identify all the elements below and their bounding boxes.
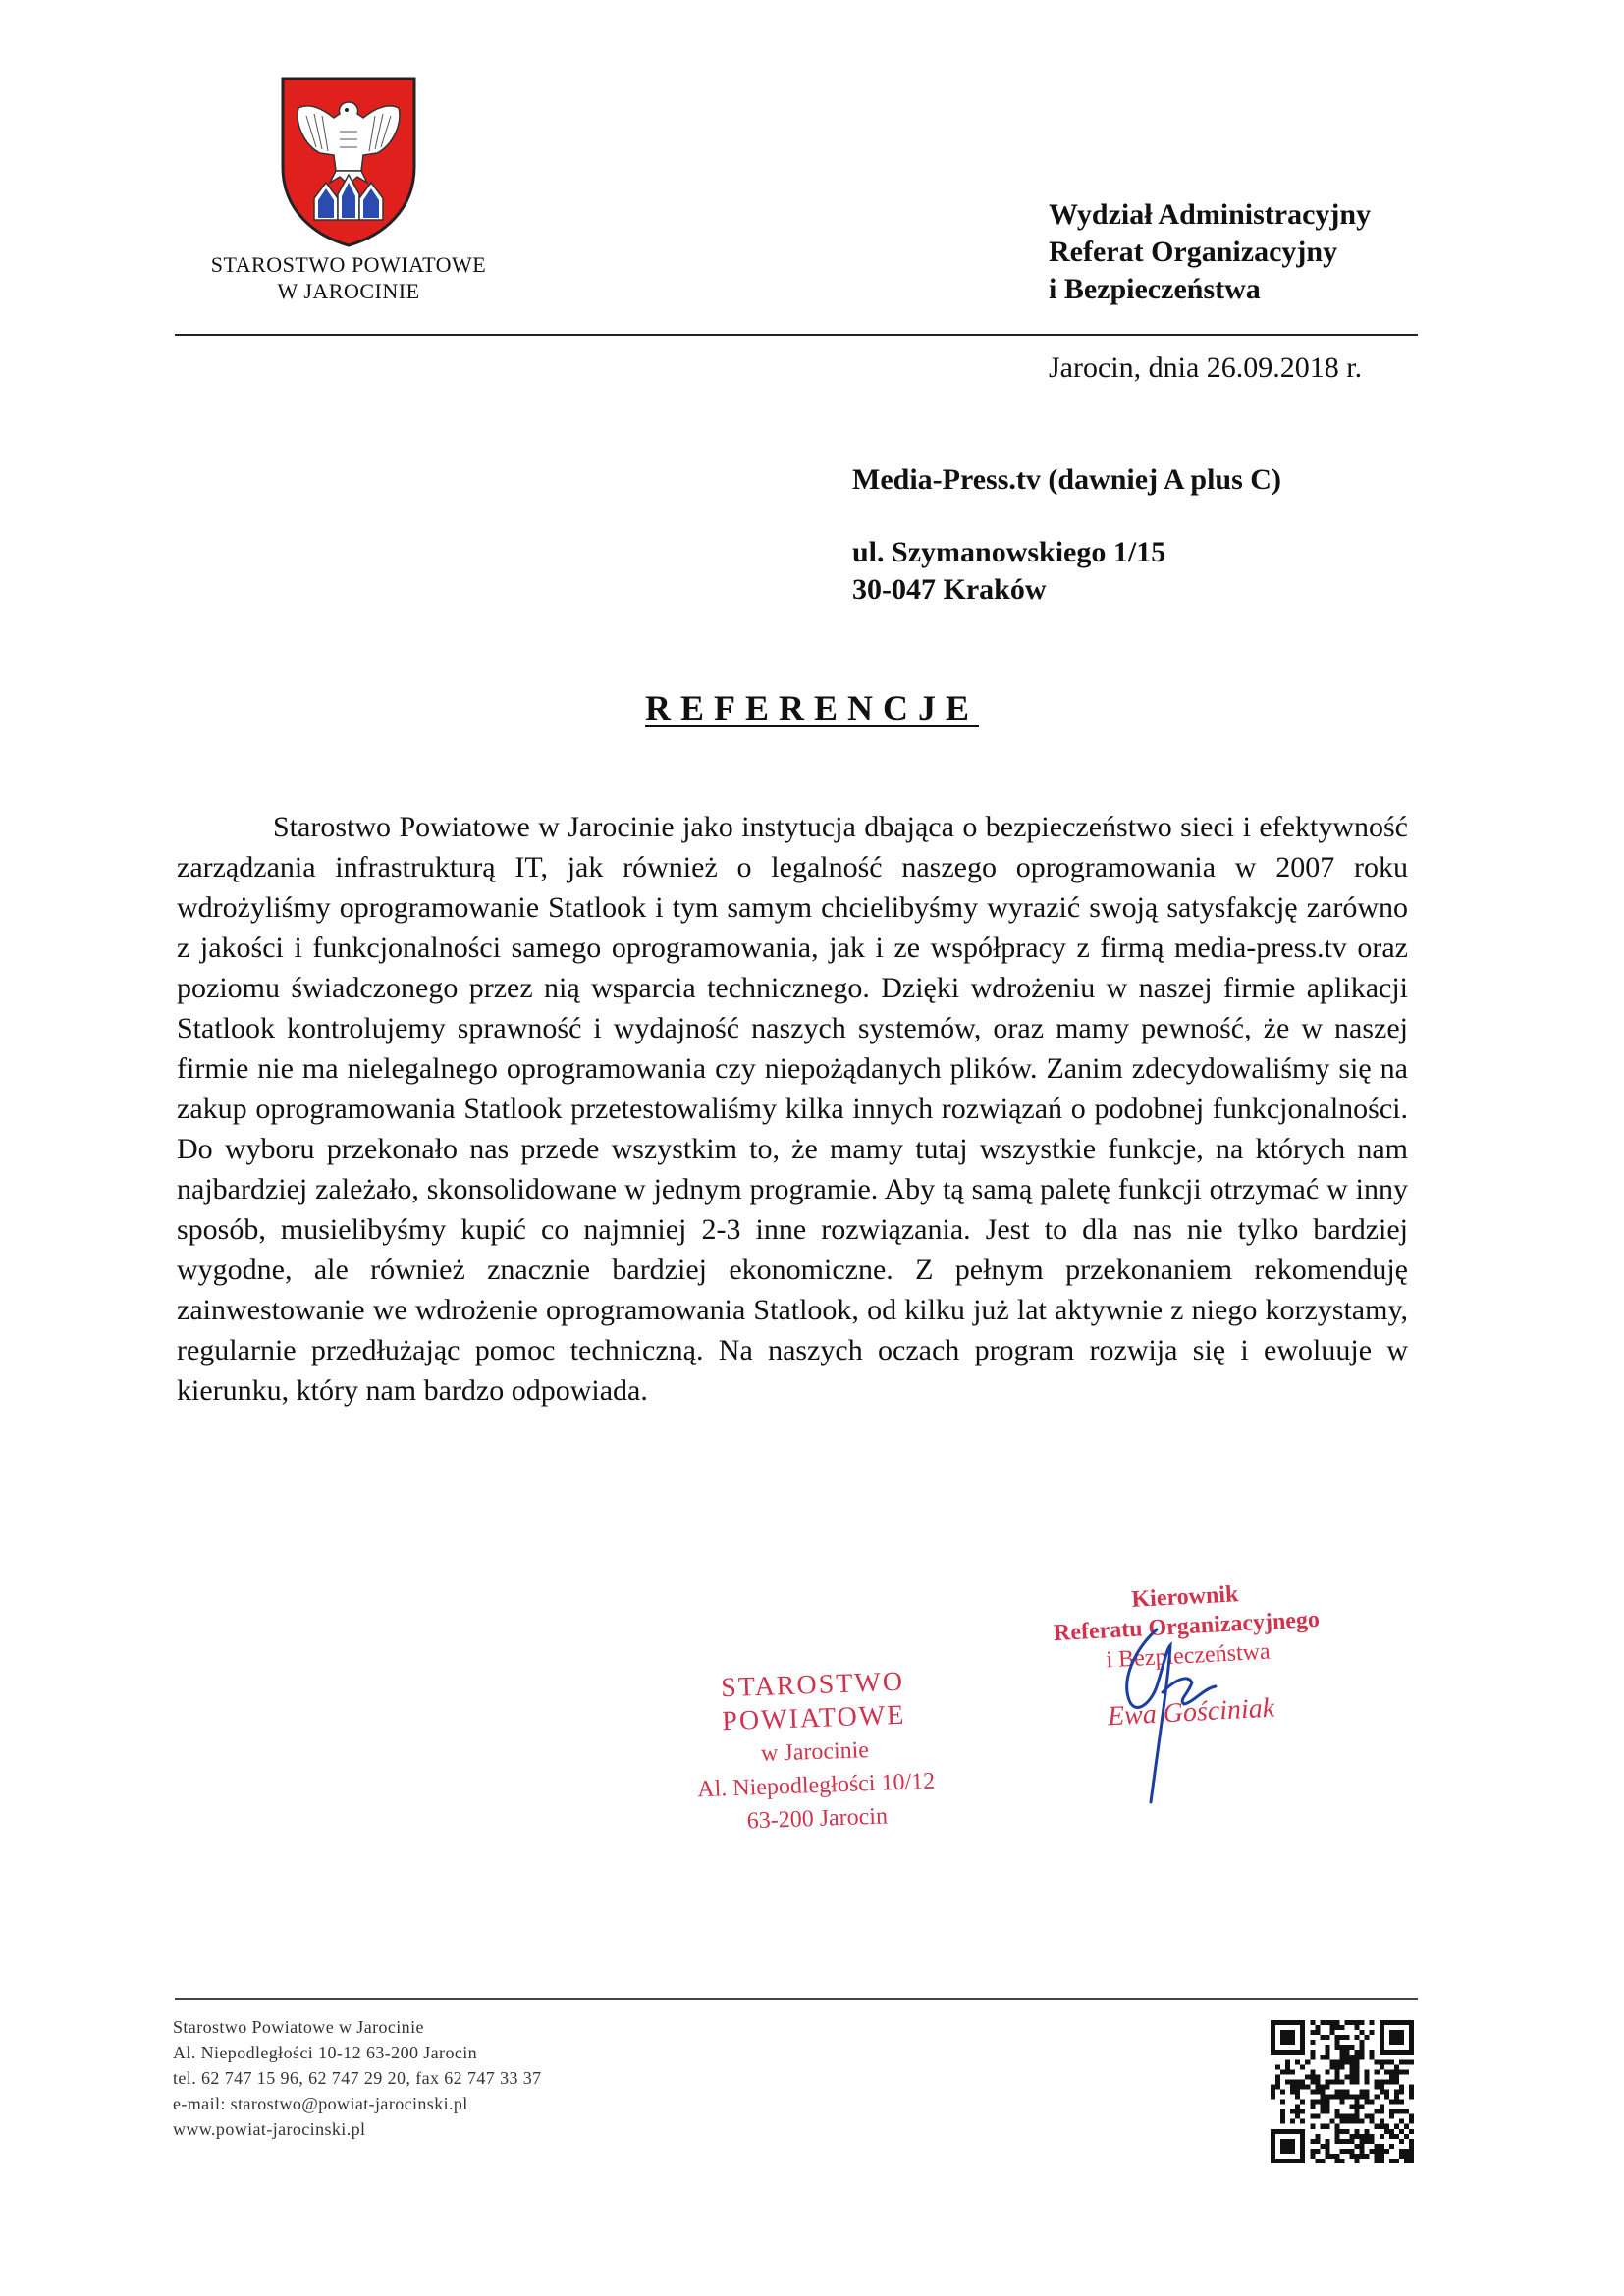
title-text: REFERENCJE <box>644 688 980 727</box>
manager-stamp-line3: i Bezpieczeństwa <box>1105 1638 1272 1674</box>
org-name-line2: W JAROCINIE <box>277 279 420 303</box>
footer-line3: tel. 62 747 15 96, 62 747 29 20, fax 62 747 33 37 <box>173 2068 542 2088</box>
addressee-street: ul. Szymanowskiego 1/15 <box>852 536 1166 568</box>
manager-stamp-name: Ewa Gościniak <box>1107 1692 1275 1733</box>
manager-stamp-line1: Kierownik <box>1130 1581 1239 1613</box>
addressee-city: 30-047 Kraków <box>852 573 1047 606</box>
addressee-block <box>852 461 1281 609</box>
manager-stamp-line2: Referatu Organizacyjnego <box>1053 1606 1321 1647</box>
document-title <box>0 687 1624 728</box>
org-name-line1: STAROSTWO POWIATOWE <box>210 252 487 277</box>
footer-line1: Starostwo Powiatowe w Jarocinie <box>173 2017 424 2037</box>
handwritten-signature <box>1041 1610 1296 1806</box>
office-stamp-line3: Al. Niepodległości 10/12 <box>696 1768 936 1803</box>
letter-body: Starostwo Powiatowe w Jarocinie jako instytucja dbająca o bezpieczeństwo sieci i efektywność zarządzania infrastrukturą IT, jak również o legalność naszego oprogramowania w 2007 roku wdrożyliśmy oprogramowanie Statlook i tym samym chcielibyśmy wyrazić swoją satysfakcję zarówno z jakości i funkcjonalności samego oprogramowania, jak i ze współpracy z firmą media-press.tv oraz poziomu świadczonego przez nią wsparcia technicznego. Dzięki wdrożeniu w naszej firmie aplikacji Statlook kontrolujemy sprawność i wydajność naszych systemów, oraz mamy pewność, że w naszej firmie nie ma nielegalnego oprogramowania czy niepożądanych plików. Zanim zdecydowaliśmy się na zakup oprogramowania Statlook przetestowaliśmy kilka innych rozwiązań o podobnej funkcjonalności. Do wyboru przekonało nas przede wszystkim to, że mamy tutaj wszystkie funkcje, na których nam najbardziej zależało, skonsolidowane w jednym programie. Aby tą samą paletę funkcji otrzymać w inny sposób, musielibyśmy kupić co najmniej 2-3 inne rozwiązania. Jest to dla nas nie tylko bardziej wygodne, ale również znacznie bardziej ekonomiczne. Z pełnym przekonaniem rekomenduję zainwestowanie we wdrożenie oprogramowania Statlook, od kilku już lat aktywnie z niego korzystamy, regularnie przedłużając pomoc techniczną. Na naszych oczach program rozwija się i ewoluuje w kierunku, który nam bardzo odpowiada. <box>177 811 1408 1407</box>
dept-line3: i Bezpieczeństwa <box>1049 273 1261 305</box>
dept-line1: Wydział Administracyjny <box>1049 198 1372 231</box>
footer-website: www.powiat-jarocinski.pl <box>173 2119 366 2139</box>
addressee-name: Media-Press.tv (dawniej A plus C) <box>852 463 1281 496</box>
footer-email: e-mail: starostwo@powiat-jarocinski.pl <box>173 2094 468 2113</box>
office-stamp-line1: STAROSTWO POWIATOWE <box>720 1666 906 1737</box>
org-name <box>147 251 550 304</box>
footer-contact <box>173 2014 542 2142</box>
office-stamp-line2: w Jarocinie <box>760 1737 870 1767</box>
header-divider <box>175 334 1418 336</box>
footer-divider <box>175 1998 1418 2000</box>
document-date: Jarocin, dnia 26.09.2018 r. <box>1049 351 1363 384</box>
qr-code-icon <box>1271 2020 1414 2163</box>
coat-of-arms-icon <box>275 73 422 249</box>
footer-line2: Al. Niepodległości 10-12 63-200 Jarocin <box>173 2043 478 2062</box>
office-stamp <box>625 1662 1004 1842</box>
office-stamp-line4: 63-200 Jarocin <box>746 1803 889 1835</box>
department-block <box>1049 196 1371 308</box>
dept-line2: Referat Organizacyjny <box>1049 236 1338 268</box>
